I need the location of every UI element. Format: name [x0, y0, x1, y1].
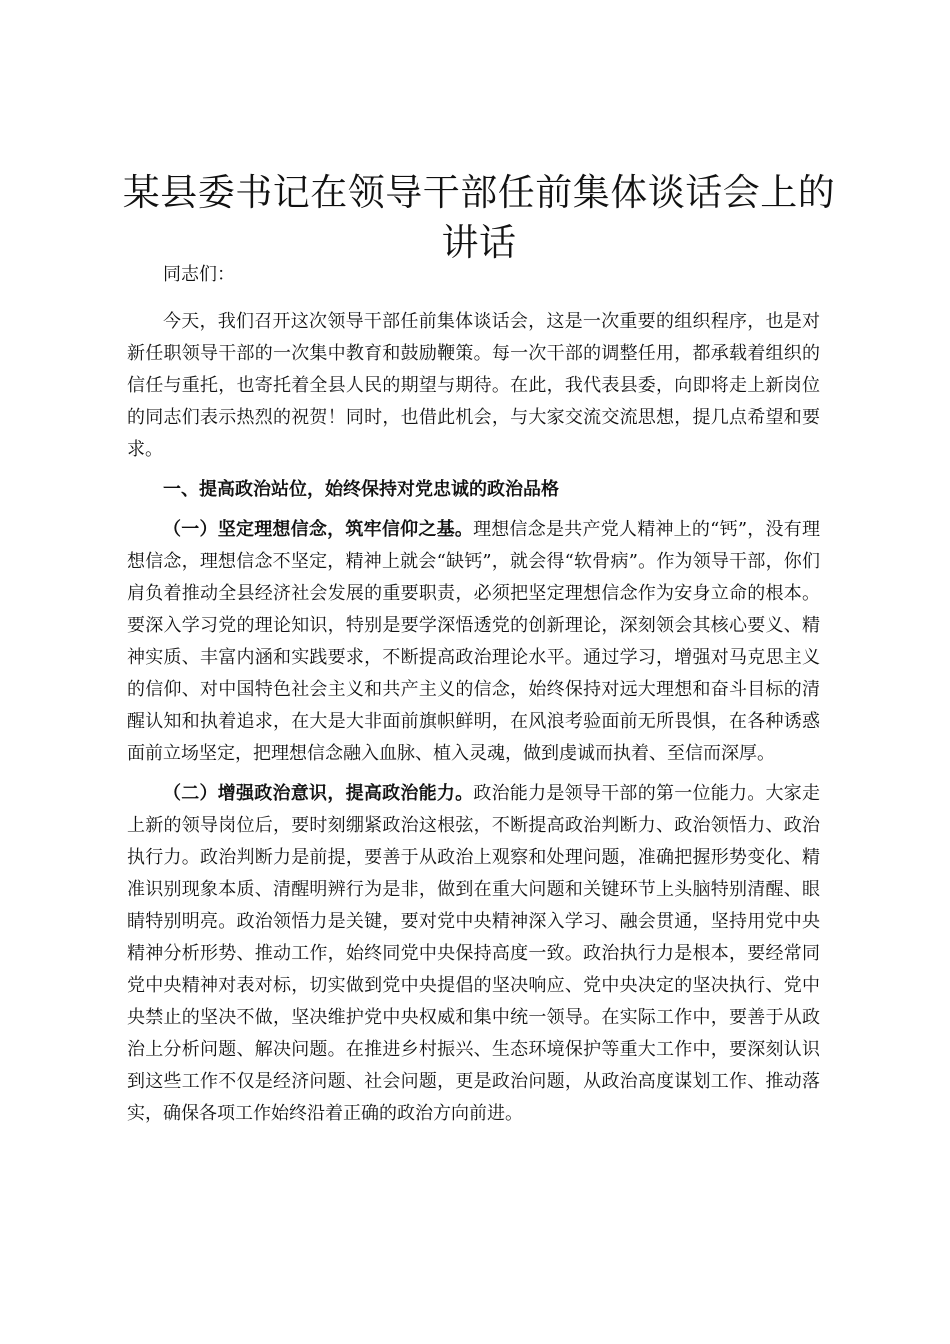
paragraph-2-lead: （二）增强政治意识，提高政治能力。	[163, 783, 474, 804]
section-heading-1: 一、提高政治站位，始终保持对党忠诚的政治品格	[163, 479, 559, 500]
paragraph-1	[127, 514, 820, 770]
paragraph-2-text: 政治能力是领导干部的第一位能力。大家走上新的领导岗位后，要时刻绷紧政治这根弦，不断提高政治判断力、政治领悟力、政治执行力。政治判断力是前提，要善于从政治上观察和处理问题，准确把握形势变化、精准识别现象本质、清醒明辨行为是非，做到在重大问题和关键环节上头脑特别清醒、眼睛特别明亮。政治领悟力是关键，要对党中央精神深入学习、融会贯通，坚持用党中央精神分析形势、推动工作，始终同党中央保持高度一致。政治执行力是根本，要经常同党中央精神对表对标，切实做到党中央提倡的坚决响应、党中央决定的坚决执行、党中央禁止的坚决不做，坚决维护党中央权威和集中统一领导。在实际工作中，要善于从政治上分析问题、解决问题。在推进乡村振兴、生态环境保护等重大工作中，要深刻认识到这些工作不仅是经济问题、社会问题，更是政治问题，从政治高度谋划工作、推动落实，确保各项工作始终沿着正确的政治方向前进。	[127, 783, 821, 1124]
paragraph-1-text: 理想信念是共产党人精神上的“钙”，没有理想信念，理想信念不坚定，精神上就会“缺钙”，就会得“软骨病”。作为领导干部，你们肩负着推动全县经济社会发展的重要职责，必须把坚定理想信念作为安身立命的根本。要深入学习党的理论知识，特别是要学深悟透党的创新理论，深刻领会其核心要义、精神实质、丰富内涵和实践要求，不断提高政治理论水平。通过学习，增强对马克思主义的信仰、对中国特色社会主义和共产主义的信念，始终保持对远大理想和奋斗目标的清醒认知和执着追求，在大是大非面前旗帜鲜明，在风浪考验面前无所畏惧，在各种诱惑面前立场坚定，把理想信念融入血脉、植入灵魂，做到虔诚而执着、至信而深厚。	[127, 519, 821, 764]
salutation: 同志们：	[163, 264, 235, 285]
intro-paragraph: 今天，我们召开这次领导干部任前集体谈话会，这是一次重要的组织程序，也是对新任职领导干部的一次集中教育和鼓励鞭策。每一次干部的调整任用，都承载着组织的信任与重托，也寄托着全县人民的期望与期待。在此，我代表县委，向即将走上新岗位的同志们表示热烈的祝贺！同时，也借此机会，与大家交流交流思想，提几点希望和要求。	[127, 311, 820, 460]
paragraph-2	[127, 778, 820, 1130]
document-title: 某县委书记在领导干部任前集体谈话会上的讲话	[122, 171, 836, 264]
document-body	[127, 259, 820, 1138]
paragraph-1-lead: （一）坚定理想信念，筑牢信仰之基。	[163, 519, 474, 540]
